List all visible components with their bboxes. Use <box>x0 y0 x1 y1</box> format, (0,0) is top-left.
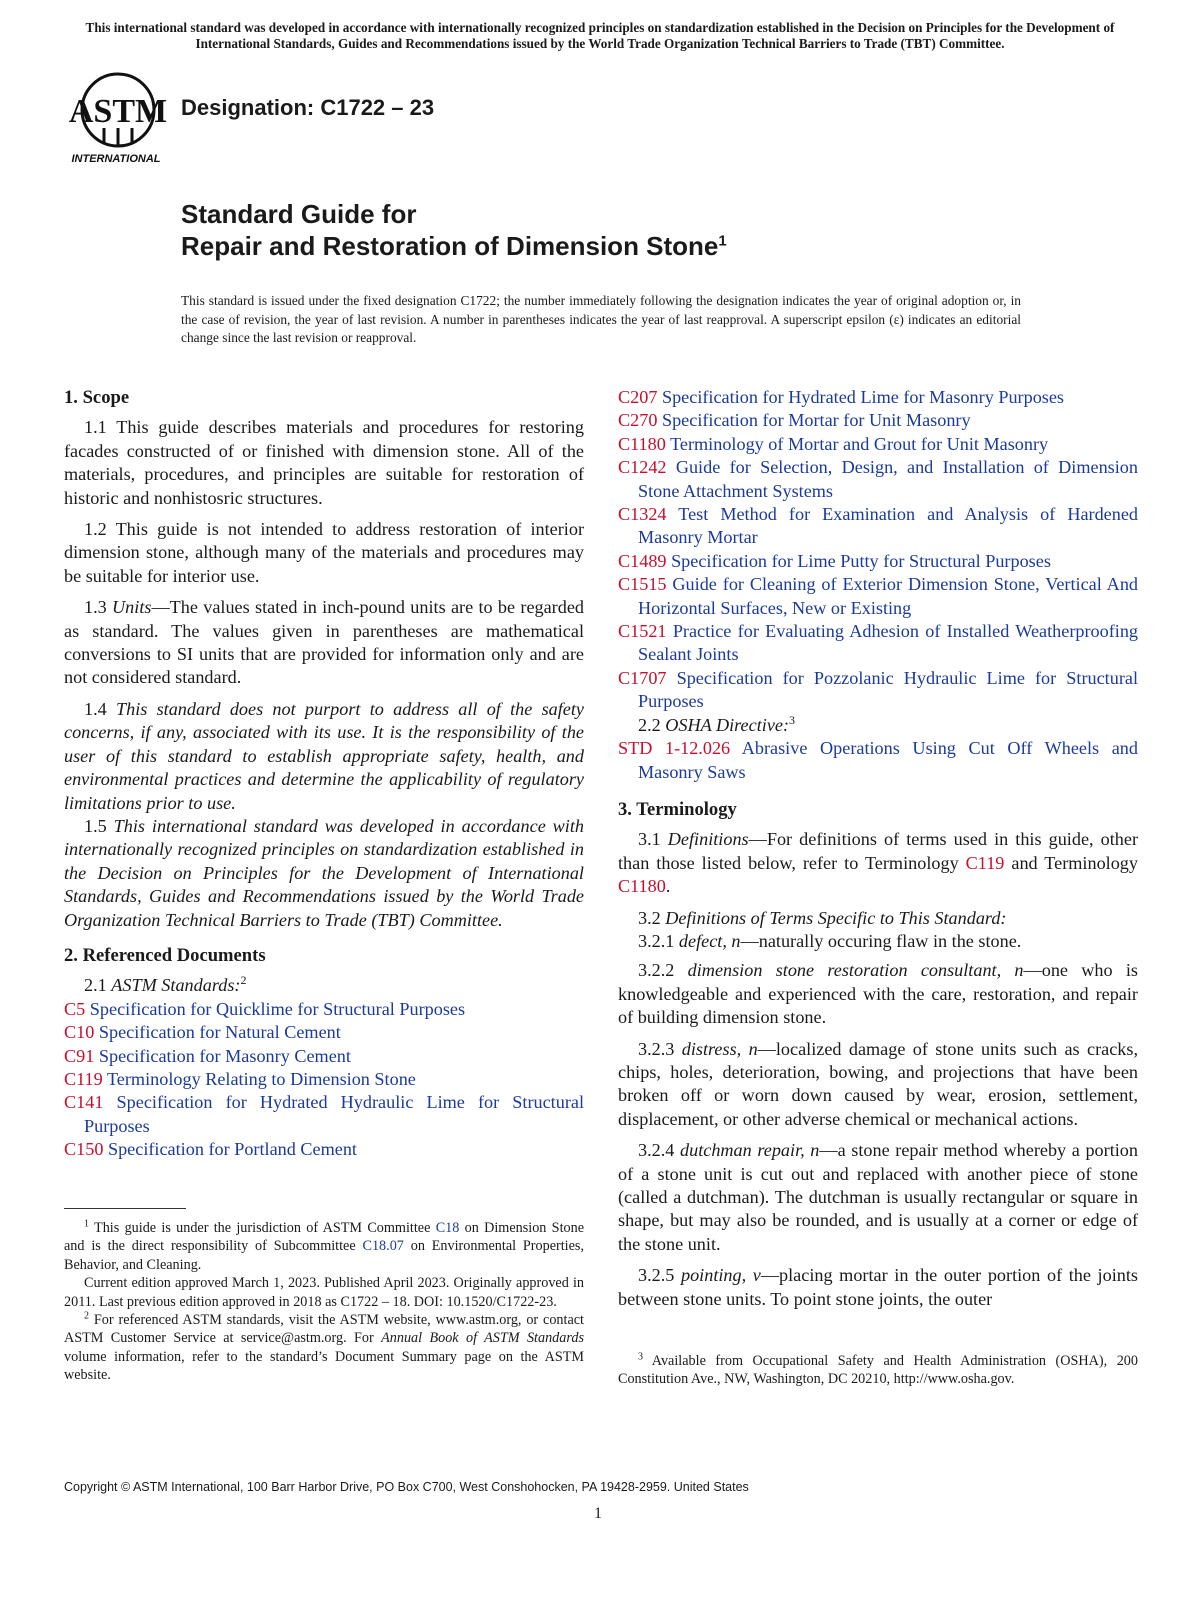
footnotes-left <box>64 1208 584 1385</box>
reference-code[interactable]: C10 <box>64 1022 95 1043</box>
reference-item[interactable] <box>64 1045 584 1068</box>
reference-code[interactable]: C1242 <box>618 457 667 478</box>
reference-title[interactable]: Specification for Mortar for Unit Masonry <box>661 410 971 431</box>
reference-code[interactable]: C270 <box>618 410 658 431</box>
footnote-1-edition: Current edition approved March 1, 2023. Published April 2023. Originally approved in 2011. Last previous edition approved in 2018 as C1722 – 18. DOI: 10.1520/C1722-23. <box>64 1275 584 1310</box>
paragraph-3-2: 3.2 Definitions of Terms Specific to This Standard: <box>638 907 1007 928</box>
link-c119[interactable]: C119 <box>965 852 1005 873</box>
link-c18-07[interactable]: C18.07 <box>362 1238 404 1255</box>
link-c1180[interactable]: C1180 <box>618 876 666 897</box>
reference-code[interactable]: C207 <box>618 387 658 407</box>
reference-title[interactable]: Specification for Hydrated Hydraulic Lime for Structural Purposes <box>84 1092 584 1136</box>
footnote-divider <box>64 1208 186 1209</box>
reference-item[interactable] <box>618 550 1138 573</box>
reference-code[interactable]: C150 <box>64 1139 104 1160</box>
reference-code[interactable]: C91 <box>64 1045 95 1066</box>
paragraph-3-1: 3.1 Definitions—For definitions of terms used in this guide, other than those listed below, refer to Terminology C119 and Terminology C1180. <box>618 829 1139 897</box>
reference-list-right <box>618 386 1138 714</box>
link-c18[interactable]: C18 <box>435 1220 460 1236</box>
document-title <box>181 198 727 262</box>
reference-item[interactable] <box>64 1138 584 1161</box>
definition-item: 3.2.3 distress, n—localized damage of stone units such as cracks, chips, holes, deterioration, bowing, and projections that have been broken off or worn down caused by wear, erosion, settlement, displacement, or other adverse chemical or mechanical actions. <box>618 1038 1138 1129</box>
reference-title[interactable]: Abrasive Operations Using Cut Off Wheels and Masonry Saws <box>638 738 1138 782</box>
astm-standards-label: 2.1 ASTM Standards:$^2$ <box>84 973 247 996</box>
reference-code[interactable]: C1707 <box>618 667 667 688</box>
footnote-2: $^2$ For referenced ASTM standards, visit the ASTM website, www.astm.org, or contact ASTM Customer Service at service@astm.org. For Annual Book of ASTM Standards volume information, refer to the standard’s Document Summary page on the ASTM website. <box>64 1310 584 1384</box>
issue-note: This standard is issued under the fixed designation C1722; the number immediately following the designation indicates the year of original adoption or, in the case of revision, the year of last revision. A number in parentheses indicates the year of last reapproval. A superscript epsilon (ε) indicates an editorial change since the last revision or reapproval. <box>181 293 1021 345</box>
reference-title[interactable]: Specification for Lime Putty for Structural Purposes <box>671 550 1051 571</box>
paragraph-1-3: 1.3 Units—The values stated in inch-pound units are to be regarded as standard. The values given in parentheses are mathematical conversions to SI units that are provided for information only and are not considered standard. <box>64 597 585 688</box>
reference-code[interactable]: C119 <box>64 1068 103 1089</box>
logo-subtitle: INTERNATIONAL <box>71 153 161 165</box>
reference-title[interactable]: Terminology of Mortar and Grout for Unit Masonry <box>670 433 1049 454</box>
reference-title[interactable]: Test Method for Examination and Analysis of Hardened Masonry Mortar <box>638 504 1139 548</box>
reference-code[interactable]: C1324 <box>618 504 667 525</box>
reference-code[interactable]: C141 <box>64 1092 104 1113</box>
section-heading-referenced-documents: 2. Referenced Documents <box>64 944 266 966</box>
reference-code[interactable]: C5 <box>64 998 86 1019</box>
left-column <box>64 386 584 1162</box>
reference-item[interactable] <box>618 409 1138 432</box>
reference-item[interactable] <box>64 1068 584 1091</box>
reference-title[interactable]: Specification for Pozzolanic Hydraulic Lime for Structural Purposes <box>638 667 1138 712</box>
reference-title[interactable]: Specification for Portland Cement <box>107 1139 357 1160</box>
reference-item[interactable] <box>64 998 584 1021</box>
paragraph-1-5: 1.5 This international standard was developed in accordance with internationally recognized principles on standardization established in the Decision on Principles for the Development of International Standards, Guides and Recommendations issued by the World Trade Organization Technical Barriers to Trade (TBT) Committee. <box>64 815 585 930</box>
paragraph-1-1: 1.1 This guide describes materials and procedures for restoring facades constructed of or finished with dimension stone. All of the materials, procedures, and principles are suitable for restoration of historic and nonhistosric structures. <box>64 417 584 508</box>
logo-letters: ASTM <box>68 93 168 130</box>
osha-directive-label: 2.2 OSHA Directive:$^3$ <box>638 712 796 735</box>
reference-code[interactable]: C1515 <box>618 574 667 595</box>
reference-item[interactable] <box>618 386 1138 409</box>
definition-item: 3.2.2 dimension stone restoration consultant, n—one who is knowledgeable and experienced with the care, restoration, and repair of building dimension stone. <box>618 960 1138 1028</box>
reference-code[interactable]: C1180 <box>618 433 666 454</box>
reference-item[interactable] <box>618 667 1138 714</box>
reference-list-osha <box>618 737 1138 784</box>
reference-item[interactable] <box>618 456 1138 503</box>
definition-item: 3.2.5 pointing, v—placing mortar in the outer portion of the joints between stone units. To point stone joints, the outer <box>618 1265 1138 1309</box>
definition-item: 3.2.4 dutchman repair, n—a stone repair method whereby a portion of a stone unit is cut out and replaced with another piece of stone (called a dutchman). The dutchman is usually rectangular or square in shape, but may also be rounded, and is usually at a corner or edge of the stone unit. <box>618 1140 1138 1254</box>
reference-item[interactable] <box>64 1091 584 1138</box>
reference-item[interactable] <box>618 737 1138 784</box>
reference-item[interactable] <box>618 573 1138 620</box>
reference-title[interactable]: Specification for Hydrated Lime for Masonry Purposes <box>661 387 1065 407</box>
page-number: 1 <box>594 1505 602 1522</box>
paragraph-1-4: 1.4 This standard does not purport to address all of the safety concerns, if any, associated with its use. It is the responsibility of the user of this standard to establish appropriate safety, health, and environmental practices and determine the applicability of regulatory limitations prior to use. <box>64 698 584 813</box>
reference-item[interactable] <box>618 503 1138 550</box>
astm-logo <box>64 70 172 170</box>
reference-code[interactable]: C1521 <box>618 621 667 642</box>
reference-code[interactable]: STD 1-12.026 <box>618 738 731 759</box>
reference-item[interactable] <box>618 620 1138 667</box>
reference-title[interactable]: Guide for Selection, Design, and Installation of Dimension Stone Attachment Systems <box>638 457 1138 501</box>
reference-title[interactable]: Guide for Cleaning of Exterior Dimension Stone, Vertical And Horizontal Surfaces, New or Existing <box>638 574 1139 618</box>
designation: Designation: C1722 – 23 <box>181 95 435 120</box>
reference-title[interactable]: Specification for Natural Cement <box>98 1022 341 1043</box>
reference-title[interactable]: Specification for Quicklime for Structural Purposes <box>89 998 466 1019</box>
paragraph-1-2: 1.2 This guide is not intended to address restoration of interior dimension stone, although many of the materials and procedures may be suitable for interior use. <box>64 519 584 586</box>
header-notice: This international standard was developed in accordance with internationally recognized principles on standardization established in the Decision on Principles for the Development of International Standards, Guides and Recommendations issued by the World Trade Organization Technical Barriers to Trade (TBT) Committee. <box>85 20 1115 51</box>
footnote-3: $^3$ Available from Occupational Safety and Health Administration (OSHA), 200 Constitution Ave., NW, Washington, DC 20210, http://www.osha.gov. <box>618 1351 1138 1388</box>
title-line-2: Repair and Restoration of Dimension Stone$^1$ <box>181 231 727 261</box>
section-heading-scope: 1. Scope <box>64 387 130 408</box>
section-heading-terminology: 3. Terminology <box>618 798 737 820</box>
reference-title[interactable]: Practice for Evaluating Adhesion of Installed Weatherproofing Sealant Joints <box>638 621 1139 665</box>
reference-list-left <box>64 998 584 1162</box>
right-column <box>618 386 1138 1319</box>
reference-code[interactable]: C1489 <box>618 550 667 571</box>
footnotes-right <box>618 1352 1138 1389</box>
title-footnote-mark: 1 <box>718 232 727 250</box>
footnote-1: $^1$ This guide is under the jurisdiction of ASTM Committee C18 on Dimension Stone and is the direct responsibility of Subcommittee C18.07 on Environmental Properties, Behavior, and Cleaning. <box>64 1218 584 1273</box>
reference-item[interactable] <box>64 1021 584 1044</box>
copyright-notice: Copyright © ASTM International, 100 Barr Harbor Drive, PO Box C700, West Conshohocken, PA 19428-2959. United States <box>64 1480 749 1494</box>
reference-title[interactable]: Terminology Relating to Dimension Stone <box>106 1068 416 1089</box>
definition-item: 3.2.1 defect, n—naturally occuring flaw in the stone. <box>638 930 1022 951</box>
definitions-list <box>618 930 1138 1311</box>
reference-item[interactable] <box>618 433 1138 456</box>
title-line-1: Standard Guide for <box>181 199 417 229</box>
reference-title[interactable]: Specification for Masonry Cement <box>98 1045 351 1066</box>
